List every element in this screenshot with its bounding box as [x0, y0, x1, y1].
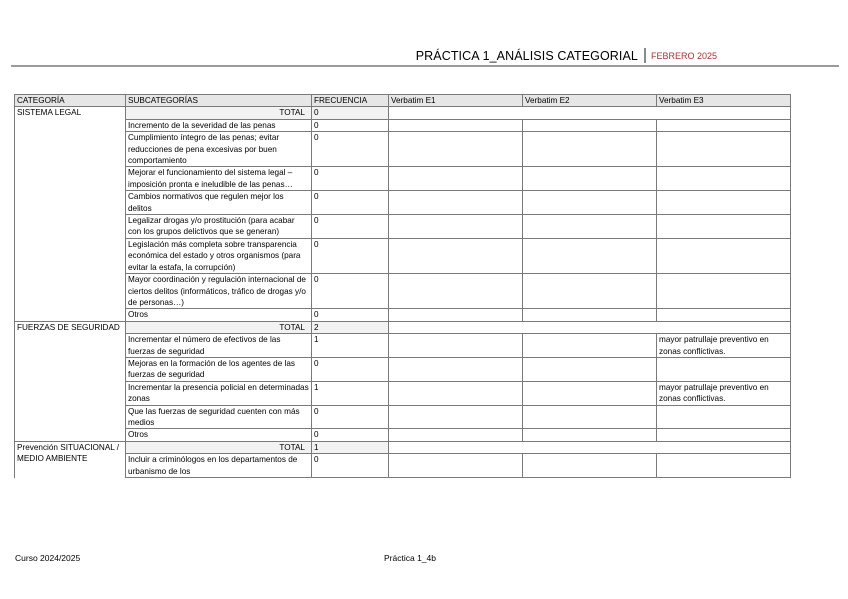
table-row	[15, 238, 791, 273]
col-header-categoria: CATEGORÍA	[15, 95, 126, 107]
verbatim-e1-cell	[389, 191, 523, 215]
col-header-verbatim-e3: Verbatim E3	[657, 95, 791, 107]
verbatim-e2-cell	[523, 274, 657, 309]
subcategory-cell: Otros	[126, 309, 312, 321]
verbatim-e3-cell	[657, 454, 791, 478]
verbatim-e2-cell	[523, 334, 657, 358]
frequency-cell: 1	[312, 334, 389, 358]
verbatim-e2-cell	[523, 429, 657, 441]
subcategory-cell: Incluir a criminólogos en los departamentos de urbanismo de los	[126, 454, 312, 478]
verbatim-e1-cell	[389, 119, 523, 131]
col-header-frecuencia: FRECUENCIA	[312, 95, 389, 107]
verbatim-e2-cell	[523, 119, 657, 131]
verbatim-e3-cell	[657, 357, 791, 381]
verbatim-e2-cell	[523, 191, 657, 215]
verbatim-e1-cell	[389, 405, 523, 429]
total-frequency: 0	[312, 107, 389, 119]
verbatim-e2-cell	[523, 405, 657, 429]
subcategory-cell: Incremento de la severidad de las penas	[126, 119, 312, 131]
verbatim-e3-cell	[657, 274, 791, 309]
page-header	[416, 48, 717, 63]
verbatim-e2-cell	[523, 381, 657, 405]
table-row	[15, 357, 791, 381]
verbatim-e3-cell	[657, 132, 791, 167]
verbatim-e2-cell	[523, 238, 657, 273]
frequency-cell: 0	[312, 238, 389, 273]
category-label: Prevención SITUACIONAL / MEDIO AMBIENTE	[15, 441, 126, 477]
category-label: FUERZAS DE SEGURIDAD	[15, 321, 126, 441]
table-row	[15, 429, 791, 441]
verbatim-e3-cell	[657, 119, 791, 131]
subcategory-cell: Mejoras en la formación de los agentes de las fuerzas de seguridad	[126, 357, 312, 381]
frequency-cell: 0	[312, 119, 389, 131]
total-frequency: 1	[312, 441, 389, 453]
total-row-filler	[389, 441, 791, 453]
verbatim-e3-cell: mayor patrullaje preventivo en zonas conflictivas.	[657, 381, 791, 405]
table-row-total	[15, 321, 791, 333]
frequency-cell: 0	[312, 357, 389, 381]
table-row	[15, 215, 791, 239]
verbatim-e2-cell	[523, 454, 657, 478]
verbatim-e2-cell	[523, 309, 657, 321]
verbatim-e1-cell	[389, 132, 523, 167]
subcategory-cell: Incrementar el número de efectivos de las fuerzas de seguridad	[126, 334, 312, 358]
verbatim-e1-cell	[389, 454, 523, 478]
col-header-subcategorias: SUBCATEGORÍAS	[126, 95, 312, 107]
table-row	[15, 405, 791, 429]
verbatim-e2-cell	[523, 132, 657, 167]
verbatim-e3-cell	[657, 309, 791, 321]
header-rule	[11, 65, 839, 67]
frequency-cell: 0	[312, 429, 389, 441]
verbatim-e3-cell	[657, 215, 791, 239]
total-row-filler	[389, 321, 791, 333]
verbatim-e2-cell	[523, 357, 657, 381]
subcategory-cell: Otros	[126, 429, 312, 441]
verbatim-e1-cell	[389, 357, 523, 381]
table-row	[15, 454, 791, 478]
verbatim-e3-cell	[657, 191, 791, 215]
subcategory-cell: Que las fuerzas de seguridad cuenten con más medios	[126, 405, 312, 429]
footer-page: Práctica 1_4b	[384, 553, 436, 563]
table-row-total	[15, 441, 791, 453]
footer-course: Curso 2024/2025	[15, 553, 81, 563]
verbatim-e2-cell	[523, 215, 657, 239]
subcategory-cell: Cumplimiento íntegro de las penas; evitar reducciones de pena excesivas por buen comportamiento	[126, 132, 312, 167]
table-row	[15, 119, 791, 131]
header-title: PRÁCTICA 1_ANÁLISIS CATEGORIAL	[415, 48, 638, 63]
header-date: FEBRERO 2025	[650, 50, 717, 61]
categorical-analysis-table	[14, 94, 791, 478]
verbatim-e2-cell	[523, 167, 657, 191]
frequency-cell: 0	[312, 274, 389, 309]
table-row	[15, 381, 791, 405]
subcategory-cell: Cambios normativos que regulen mejor los delitos	[126, 191, 312, 215]
table-row-total	[15, 107, 791, 119]
subcategory-cell: Legislación más completa sobre transparencia económica del estado y otros organismos (para evitar la estafa, la corrupción)	[126, 238, 312, 273]
verbatim-e1-cell	[389, 334, 523, 358]
verbatim-e3-cell: mayor patrullaje preventivo en zonas conflictivas.	[657, 334, 791, 358]
table-row	[15, 132, 791, 167]
table-row	[15, 309, 791, 321]
table-row	[15, 274, 791, 309]
table-row	[15, 334, 791, 358]
subcategory-cell: Legalizar drogas y/o prostitución (para acabar con los grupos delictivos que se generan)	[126, 215, 312, 239]
verbatim-e1-cell	[389, 274, 523, 309]
verbatim-e1-cell	[389, 215, 523, 239]
total-frequency: 2	[312, 321, 389, 333]
total-row-filler	[389, 107, 791, 119]
verbatim-e1-cell	[389, 238, 523, 273]
subcategory-cell: Mayor coordinación y regulación internacional de ciertos delitos (informáticos, tráfico de drogas y/o de personas…)	[126, 274, 312, 309]
total-label: TOTAL	[126, 107, 312, 119]
verbatim-e3-cell	[657, 405, 791, 429]
frequency-cell: 0	[312, 191, 389, 215]
frequency-cell: 0	[312, 215, 389, 239]
table-body	[15, 107, 791, 478]
total-label: TOTAL	[126, 321, 312, 333]
frequency-cell: 1	[312, 381, 389, 405]
header-separator	[644, 48, 646, 63]
frequency-cell: 0	[312, 454, 389, 478]
frequency-cell: 0	[312, 132, 389, 167]
verbatim-e3-cell	[657, 167, 791, 191]
verbatim-e1-cell	[389, 309, 523, 321]
col-header-verbatim-e1: Verbatim E1	[389, 95, 523, 107]
table-row	[15, 167, 791, 191]
subcategory-cell: Mejorar el funcionamiento del sistema legal –imposición pronta e ineludible de las penas…	[126, 167, 312, 191]
verbatim-e3-cell	[657, 238, 791, 273]
subcategory-cell: Incrementar la presencia policial en determinadas zonas	[126, 381, 312, 405]
table-header-row	[15, 95, 791, 107]
verbatim-e1-cell	[389, 167, 523, 191]
frequency-cell: 0	[312, 309, 389, 321]
frequency-cell: 0	[312, 405, 389, 429]
verbatim-e3-cell	[657, 429, 791, 441]
table-row	[15, 191, 791, 215]
verbatim-e1-cell	[389, 381, 523, 405]
total-label: TOTAL	[126, 441, 312, 453]
col-header-verbatim-e2: Verbatim E2	[523, 95, 657, 107]
category-label: SISTEMA LEGAL	[15, 107, 126, 321]
verbatim-e1-cell	[389, 429, 523, 441]
frequency-cell: 0	[312, 167, 389, 191]
